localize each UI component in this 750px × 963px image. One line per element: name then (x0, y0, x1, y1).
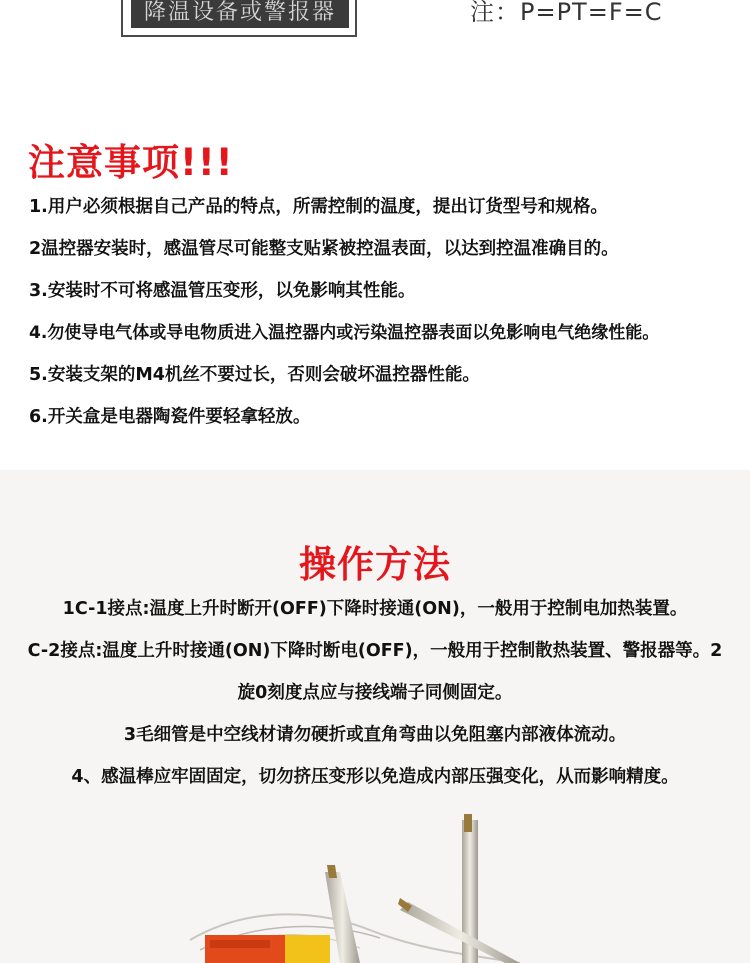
notice-item: 2温控器安装时，感温管尽可能整支贴紧被控温表面，以达到控温准确目的。 (29, 239, 619, 259)
output-device-label: 降温设备或警报器 (131, 0, 349, 28)
notice-title: 注意事项!!! (28, 141, 234, 184)
thermostat-label (285, 935, 330, 963)
notice-item: 4.勿使导电气体或导电物质进入温控器内或污染温控器表面以免影响电气绝缘性能。 (29, 323, 660, 343)
operation-title: 操作方法 (299, 543, 451, 586)
notice-item: 3.安装时不可将感温管压变形，以免影响其性能。 (29, 281, 416, 301)
notice-item: 6.开关盒是电器陶瓷件要轻拿轻放。 (29, 407, 311, 427)
top-diagram-fragment (0, 0, 750, 70)
notice-list (29, 186, 744, 438)
operation-item: C-2接点:温度上升时接通(ON)下降时断电(OFF)，一般用于控制散热装置、警报器等。2旋0刻度点应与接线端子同侧固定。 (27, 641, 723, 703)
terminal-note: 注：P=PT=F=C (470, 0, 663, 26)
notice-item: 1.用户必须根据自己产品的特点，所需控制的温度，提出订货型号和规格。 (29, 197, 608, 217)
notice-item: 5.安装支架的M4机丝不要过长，否则会破坏温控器性能。 (29, 365, 480, 385)
operation-item: 3毛细管是中空线材请勿硬折或直角弯曲以免阻塞内部液体流动。 (123, 725, 627, 745)
operation-list (20, 588, 730, 798)
thermostat-product-photo (0, 810, 750, 963)
notice-section (0, 70, 750, 470)
operation-item: 4、感温棒应牢固固定，切勿挤压变形以免造成内部压强变化，从而影响精度。 (71, 767, 679, 787)
output-device-box (121, 0, 357, 37)
operation-item: 1C-1接点:温度上升时断开(OFF)下降时接通(ON)，一般用于控制电加热装置。 (62, 599, 688, 619)
sensor-rod-tip (464, 814, 472, 832)
